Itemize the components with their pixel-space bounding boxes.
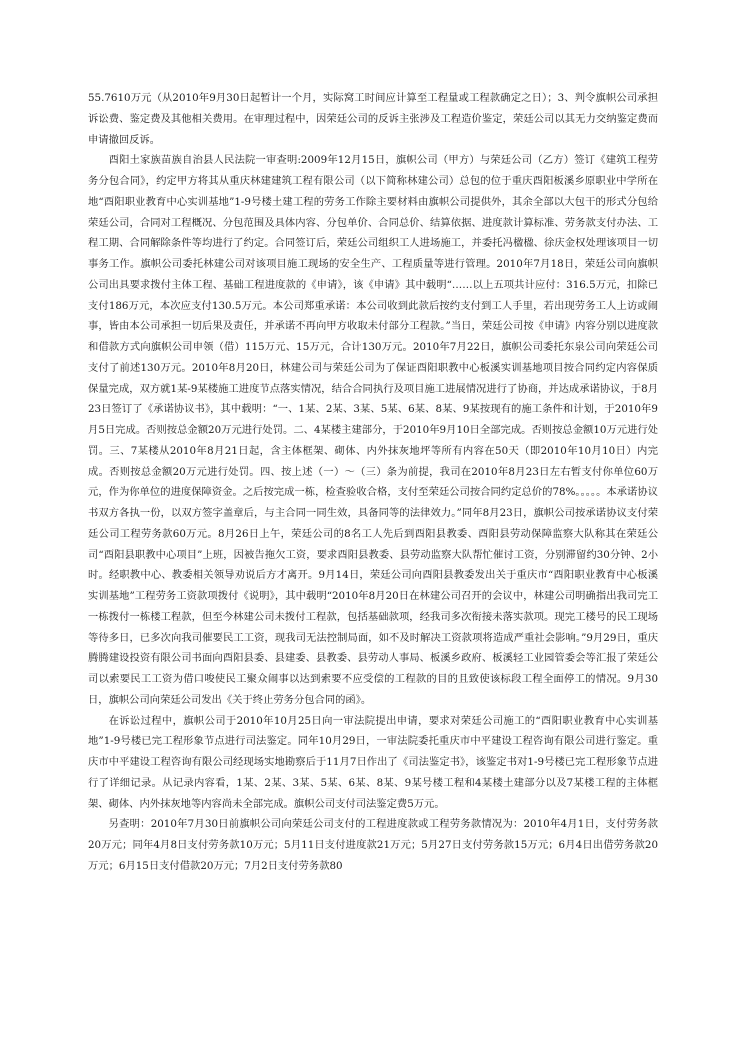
document-page [88, 88, 658, 877]
paragraph-continued: 55.7610万元（从2010年9月30日起暂计一个月，实际窝工时间应计算至工程量或工程款确定之日）；3、判令旗帜公司承担诉讼费、鉴定费及其他相关费用。在审理过程中，因荣廷公司的反诉主张涉及工程造价鉴定，荣廷公司以其无力交纳鉴定费而申请撤回反诉。 [88, 92, 658, 146]
paragraph-litigation-appraisal: 在诉讼过程中，旗帜公司于2010年10月25日向一审法院提出申请，要求对荣廷公司施工的“酉阳职业教育中心实训基地”1-9号楼已完工程形象节点进行司法鉴定。同年10月29日，一审法院委托重庆市中平建设工程咨询有限公司进行鉴定。重庆市中平建设工程咨询有限公司经现场实地勘察后于11月7日作出了《司法鉴定书》，该鉴定书对1-9号楼已完工程形象节点进行了详细记录。从记录内容看，1某、2某、3某、5某、6某、8某、9某号楼工程和4某楼土建部分以及7某楼工程的主体框架、砌体、内外抹灰地等内容尚未全部完成。旗帜公司支付司法鉴定费5万元。 [88, 714, 658, 810]
paragraph-first-instance-findings: 酉阳土家族苗族自治县人民法院一审查明:2009年12月15日，旗帜公司（甲方）与荣廷公司（乙方）签订《建筑工程劳务分包合同》，约定甲方将其从重庆林建建筑工程有限公司（以下简称林建公司）总包的位于重庆酉阳板溪乡原职业中学所在地“酉阳职业教育中心实训基地”1-9号楼土建工程的劳务工作除主要材料由旗帜公司提供外，其余全部以大包干的形式分包给荣廷公司，合同对工程概况、分包范围及具体内容、分包单价、合同总价、结算依据、进度款计算标准、劳务款支付办法、工程工期、合同解除条件等均进行了约定。合同签订后，荣廷公司组织工人进场施工，并委托冯楹楹、徐庆金权处理该项目一切事务工作。旗帜公司委托林建公司对该项目施工现场的安全生产、工程质量等进行管理。2010年7月18日，荣廷公司向旗帜公司出具要求拨付主体工程、基础工程进度款的《申请》，该《申请》其中载明“……以上五项共计应付：316.5万元，扣除已支付186万元，本次应支付130.5万元。本公司郑重承诺：本公司收到此款后按约支付到工人手里，若出现劳务工人上访或闹事，皆由本公司承担一切后果及责任，并承诺不再向甲方收取未付部分工程款。”当日，荣廷公司按《申请》内容分别以进度款和借款方式向旗帜公司申领（借）115万元、15万元，合计130万元。2010年7月22日，旗帜公司委托东泉公司向荣廷公司支付了前述130万元。2010年8月20日，林建公司与荣廷公司为了保证酉阳职教中心板溪实训基地项目按合同约定内容保质保量完成，双方就1某-9某楼施工进度节点落实情况，结合合同执行及项目施工进展情况进行了协商，并达成承诺协议，于8月23日签订了《承诺协议书》，其中载明：“一、1某、2某、3某、5某、6某、8某、9某按现有的施工条件和计划，于2010年9月5日完成。否则按总金额20万元进行处罚。二、4某楼主建部分，于2010年9月10日全部完成。否则按总金额10万元进行处罚。三、7某楼从2010年8月21日起，含主体框架、砌体、内外抹灰地坪等所有内容在50天（即2010年10月10日）内完成。否则按总金额20万元进行处罚。四、按上述（一）～（三）条为前提，我司在2010年8月23日左右暂支付你单位60万元，作为你单位的进度保障资金。之后按完成一栋，检查验收合格，支付至荣廷公司按合同约定总价的78%。。。。。本承诺协议书双方各执一份，以双方签字盖章后，与主合同一同生效，具备同等的法律效力。”同年8月23日，旗帜公司按承诺协议支付荣廷公司工程劳务款60万元。8月26日上午，荣廷公司的8名工人先后到酉阳县教委、酉阳县劳动保障监察大队称其在荣廷公司“酉阳县职教中心项目”上班，因被告拖欠工资，要求酉阳县教委、县劳动监察大队帮忙催讨工资，分别滞留约30分钟、2小时。经职教中心、教委相关领导劝说后方才离开。9月14日，荣廷公司向酉阳县教委发出关于重庆市“酉阳职业教育中心板溪实训基地”工程劳务工资款项拨付《说明》，其中载明“2010年8月20日在林建公司召开的会议中，林建公司明确指出我司完工一栋拨付一栋楼工程款，但至今林建公司未拨付工程款，包括基础款项，经我司多次衔接未落实款项。现完工楼号的民工现场等待多日，已多次向我司催要民工工资，现我司无法控制局面，如不及时解决工资款项将造成严重社会影响。”9月29日，重庆腾腾建设投资有限公司书面向酉阳县委、县建委、县教委、县劳动人事局、板溪乡政府、板溪轻工业园管委会等汇报了荣廷公司以索要民工工资为借口唆使民工聚众闹事以达到索要不应受偿的工程款的目的且致使该标段工程全面停工的情况。9月30日，旗帜公司向荣廷公司发出《关于终止劳务分包合同的函》。 [88, 154, 658, 706]
paragraph-further-findings: 另查明：2010年7月30日前旗帜公司向荣廷公司支付的工程进度款或工程劳务款情况为：2010年4月1日，支付劳务款20万元；同年4月8日支付劳务款10万元；5月11日支付进度款21万元；5月27日支付劳务款15万元；6月4日出借劳务款20万元；6月15日支付借款20万元；7月2日支付劳务款80 [88, 818, 658, 872]
